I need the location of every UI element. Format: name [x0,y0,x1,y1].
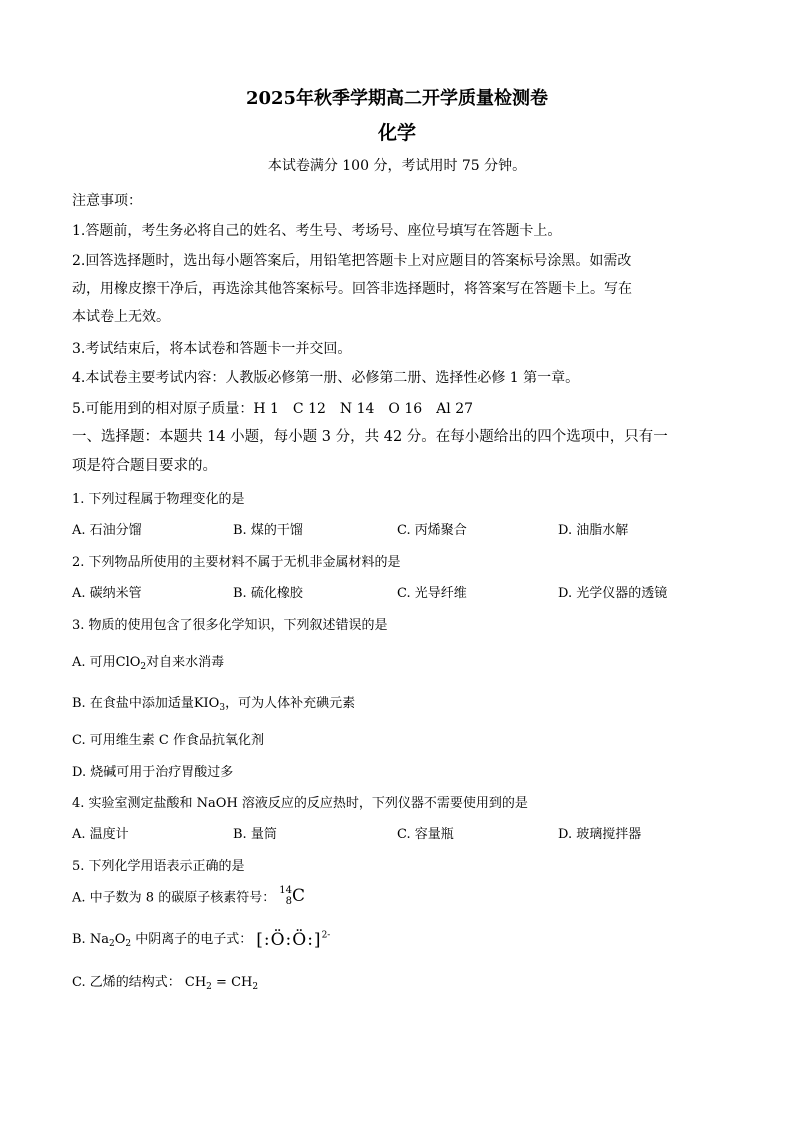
section-heading-line1: 一、选择题：本题共 14 小题，每小题 3 分，共 42 分。在每小题给出的四个选项中，只有一 [72,429,668,445]
question-3-option-d: D. 烧碱可用于治疗胃酸过多 [72,765,234,780]
note-line: 4.本试卷主要考试内容：人教版必修第一册、必修第二册、选择性必修 1 第一章。 [72,370,580,386]
question-4-option-a: A. 温度计 [72,827,129,842]
question-2-stem: 2. 下列物品所使用的主要材料不属于无机非金属材料的是 [72,555,401,570]
question-3-option-b: B. 在食盐中添加适量$KIO_3$，可为人体补充碘元素 [72,696,356,713]
question-1-option-d: D. 油脂水解 [558,523,629,538]
question-1-option-c: C. 丙烯聚合 [397,523,467,538]
exam-title: 2025年秋季学期高二开学质量检测卷 [245,88,549,109]
exam-subject: 化学 [377,122,416,144]
question-3-stem: 3. 物质的使用包含了很多化学知识，下列叙述错误的是 [72,618,388,633]
question-1-option-b: B. 煤的干馏 [233,523,303,538]
note-line: 本试卷上无效。 [72,309,170,325]
section-heading-line2: 项是符合题目要求的。 [72,458,217,474]
question-4-option-d: D. 玻璃搅拌器 [558,827,642,842]
note-line: 2.回答选择题时，选出每小题答案后，用铅笔把答题卡上对应题目的答案标号涂黑。如需改 [72,253,632,269]
question-3-option-c: C. 可用维生素 C 作食品抗氧化剂 [72,733,264,748]
question-2-option-b: B. 硫化橡胶 [233,586,303,601]
exam-info: 本试卷满分 100 分，考试用时 75 分钟。 [267,158,527,174]
question-2-option-c: C. 光导纤维 [397,586,467,601]
question-4-stem: 4. 实验室测定盐酸和 NaOH 溶液反应的反应热时，下列仪器不需要使用到的是 [72,796,528,811]
question-2-option-d: D. 光学仪器的透镜 [558,586,668,601]
nuclide-symbol: 14 8 C [279,885,305,907]
note-line: 5.可能用到的相对原子质量：H 1 C 12 N 14 O 16 Al 27 [72,401,474,417]
question-5-option-c: C. 乙烯的结构式： $CH_2 = CH_2$ [72,975,259,992]
question-5-stem: 5. 下列化学用语表示正确的是 [72,859,245,874]
notes-heading: 注意事项： [72,193,142,209]
question-2-option-a: A. 碳纳米管 [72,586,142,601]
question-1-option-a: A. 石油分馏 [72,523,142,538]
note-line: 3.考试结束后，将本试卷和答题卡一并交回。 [72,341,352,357]
note-line: 动，用橡皮擦干净后，再选涂其他答案标号。回答非选择题时，将答案写在答题卡上。写在 [72,281,632,297]
note-line: 1.答题前，考生务必将自己的姓名、考生号、考场号、座位号填写在答题卡上。 [72,223,562,239]
question-5-option-a: A. 中子数为 8 的碳原子核素符号： 14 8 C [72,885,305,907]
question-3-option-a: A. 可用ClO$_2$对自来水消毒 [72,655,225,672]
question-1-stem: 1. 下列过程属于物理变化的是 [72,492,245,507]
question-4-option-c: C. 容量瓶 [397,827,454,842]
peroxide-electron-formula: [:Ö:Ö:] [256,929,322,950]
question-4-option-b: B. 量筒 [233,827,277,842]
question-5-option-b: B. $Na_2O_2$ 中阴离子的电子式： [:Ö:Ö:]$^{2-}$ [72,929,331,950]
